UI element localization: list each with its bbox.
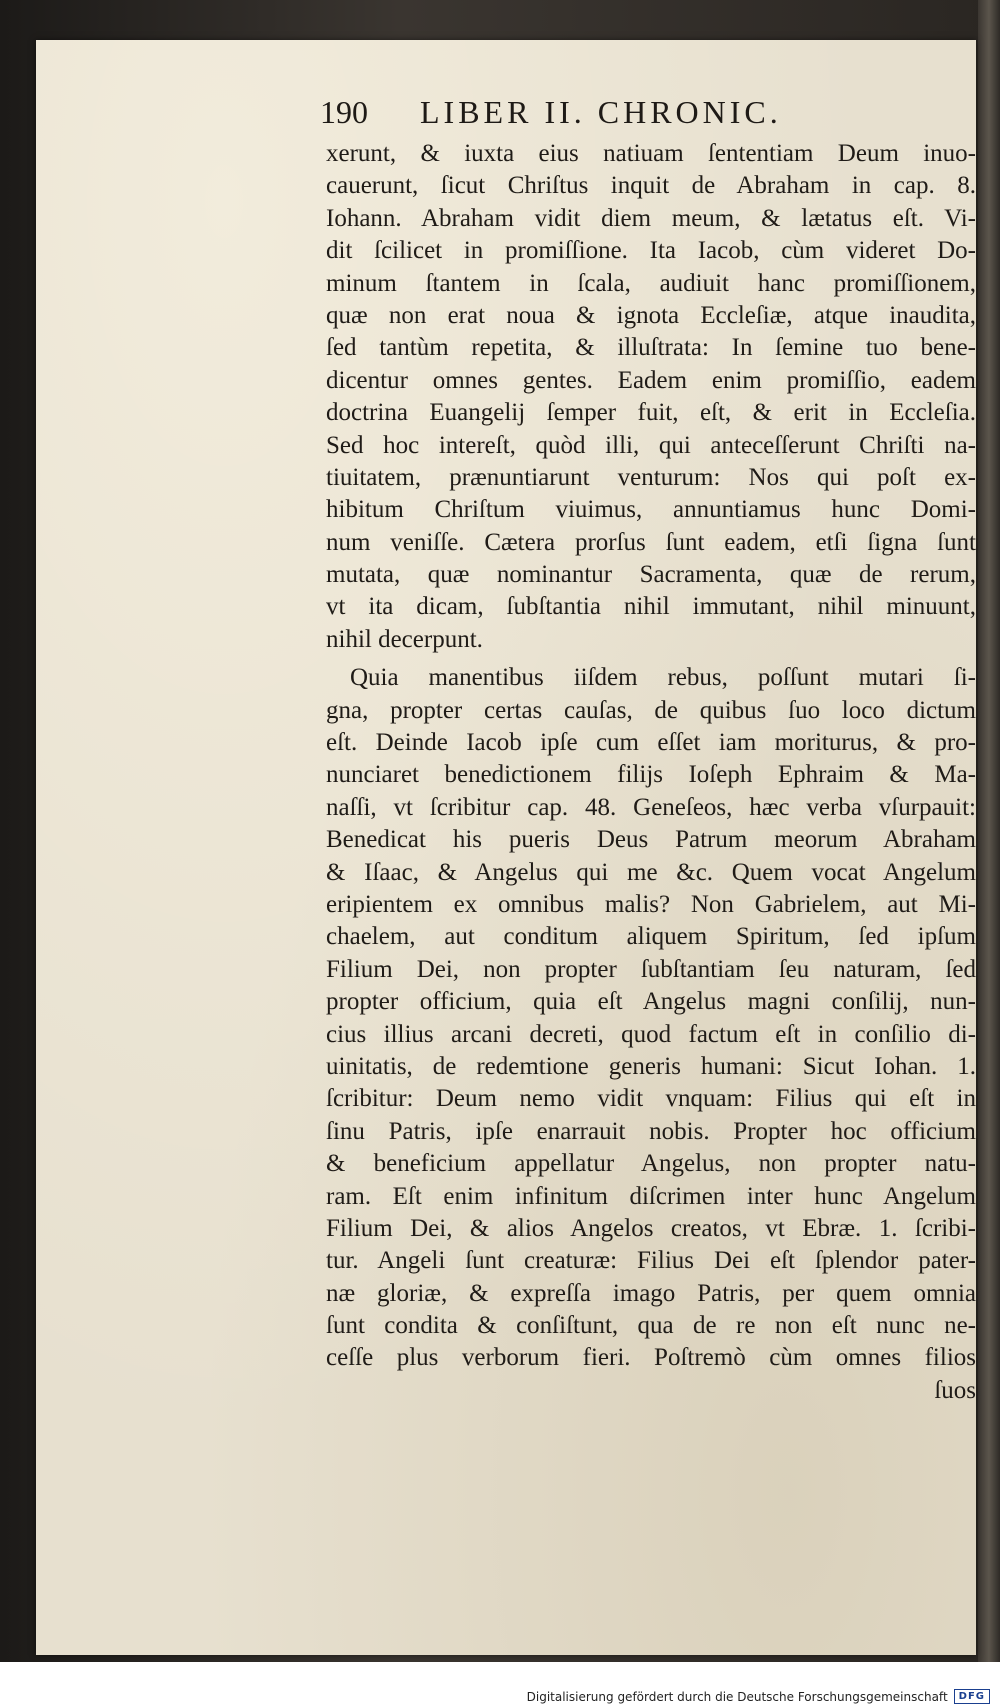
text-line: chaelem, aut conditum aliquem Spiritum, ſed ipſum xyxy=(326,923,976,951)
text-line: vt ita dicam, ſubſtantia nihil immutant, nihil minuunt, xyxy=(326,593,976,621)
text-line: Filium Dei, & alios Angelos creatos, vt Ebræ. 1. ſcribi- xyxy=(326,1214,976,1242)
text-line: tur. Angeli ſunt creaturæ: Filius Dei eſt ſplendor pater- xyxy=(326,1247,976,1275)
text-line: quæ non erat noua & ignota Eccleſiæ, atque inaudita, xyxy=(326,301,976,329)
running-title: LIBER II. CHRONIC. xyxy=(420,94,782,130)
dfg-logo: DFG xyxy=(954,1689,990,1704)
text-line: nihil decerpunt. xyxy=(326,625,483,653)
footer-credit-text: Digitalisierung gefördert durch die Deutsche Forschungsgemeinschaft xyxy=(526,1689,948,1704)
text-line: doctrina Euangelij ſemper fuit, eſt, & erit in Eccleſia. xyxy=(326,399,976,427)
body-text xyxy=(326,138,976,1407)
text-line: ſed tantùm repetita, & illuſtrata: In ſemine tuo bene- xyxy=(326,334,976,362)
text-line: ceſſe plus verborum fieri. Poſtremò cùm omnes filios xyxy=(326,1344,976,1372)
text-line: cauerunt, ſicut Chriſtus inquit de Abraham in cap. 8. xyxy=(326,172,976,200)
text-line: tiuitatem, prænuntiarunt venturum: Nos qui poſt ex- xyxy=(326,463,976,491)
text-line: ſunt condita & conſiſtunt, qua de re non eſt nunc ne- xyxy=(326,1312,976,1340)
text-line: gna, propter certas cauſas, de quibus ſuo loco dictum xyxy=(326,696,976,724)
text-line: Filium Dei, non propter ſubſtantiam ſeu naturam, ſed xyxy=(326,955,976,983)
page-number: 190 xyxy=(320,94,368,130)
text-line: mutata, quæ nominantur Sacramenta, quæ de rerum, xyxy=(326,561,976,589)
text-line: dit ſcilicet in promiſſione. Ita Iacob, cùm videret Do- xyxy=(326,237,976,265)
text-line: dicentur omnes gentes. Eadem enim promiſſio, eadem xyxy=(326,366,976,394)
text-line: ram. Eſt enim infinitum diſcrimen inter hunc Angelum xyxy=(326,1182,976,1210)
text-line: ſcribitur: Deum nemo vidit vnquam: Filius qui eſt in xyxy=(326,1085,976,1113)
text-line: hibitum Chriſtum viuimus, annuntiamus hunc Domi- xyxy=(326,496,976,524)
book-edge xyxy=(978,0,1000,1706)
text-line: eripientem ex omnibus malis? Non Gabrielem, aut Mi- xyxy=(326,890,976,918)
text-line: cius illius arcani decreti, quod factum eſt in conſilio di- xyxy=(326,1020,976,1048)
text-line: & Iſaac, & Angelus qui me &c. Quem vocat Angelum xyxy=(326,858,976,886)
text-line: næ gloriæ, & expreſſa imago Patris, per quem omnia xyxy=(326,1279,976,1307)
catchword: ſuos xyxy=(934,1376,976,1404)
text-line: Quia manentibus iiſdem rebus, poſſunt mutari ſi- xyxy=(350,664,976,692)
paragraph-1 xyxy=(326,138,976,656)
text-line: propter officium, quia eſt Angelus magni conſilij, nun- xyxy=(326,988,976,1016)
text-line: minum ſtantem in ſcala, audiuit hanc promiſſionem, xyxy=(326,269,976,297)
text-line: Benedicat his pueris Deus Patrum meorum Abraham xyxy=(326,826,976,854)
footer-credit xyxy=(527,1689,990,1704)
text-line: xerunt, & iuxta eius natiuam ſententiam Deum inuo- xyxy=(326,140,976,167)
footer-strip xyxy=(0,1662,1000,1706)
text-line: Iohann. Abraham vidit diem meum, & lætatus eſt. Vi- xyxy=(326,204,976,232)
text-line: eſt. Deinde Iacob ipſe cum eſſet iam moriturus, & pro- xyxy=(326,729,976,757)
page-header xyxy=(320,94,860,138)
text-line: & beneficium appellatur Angelus, non propter natu- xyxy=(326,1150,976,1178)
text-line: naſſi, vt ſcribitur cap. 48. Geneſeos, hæc verba vſurpauit: xyxy=(326,793,976,821)
text-line: nunciaret benedictionem filijs Ioſeph Ephraim & Ma- xyxy=(326,761,976,789)
text-line: Sed hoc intereſt, quòd illi, qui anteceſſerunt Chriſti na- xyxy=(326,431,976,459)
text-line: num veniſſe. Cætera prorſus ſunt eadem, etſi ſigna ſunt xyxy=(326,528,976,556)
text-line: ſinu Patris, ipſe enarrauit nobis. Propter hoc officium xyxy=(326,1117,976,1145)
paragraph-2 xyxy=(326,662,976,1375)
text-line: uinitatis, de redemtione generis humani: Sicut Iohan. 1. xyxy=(326,1052,976,1080)
